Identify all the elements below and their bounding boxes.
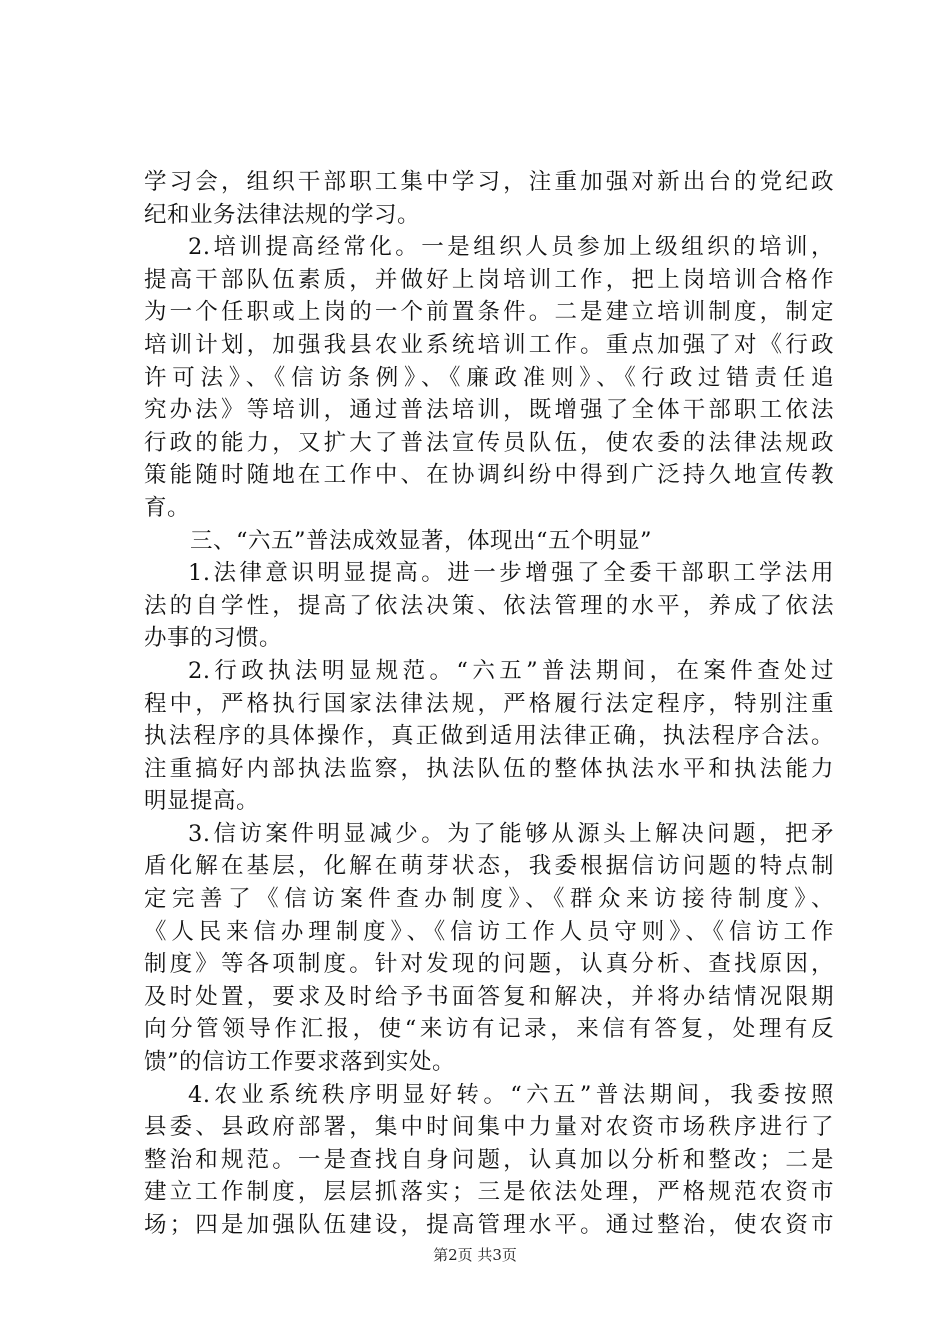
body-line: 整治和规范。一是查找自身问题，认真加以分析和整改；二是 <box>144 1146 834 1173</box>
body-line: 馈”的信访工作要求落到实处。 <box>144 1049 456 1076</box>
section-heading: 三、“六五”普法成效显著，体现出“五个明显” <box>190 527 653 554</box>
body-line: 及时处置，要求及时给予书面答复和解决，并将办结情况限期 <box>144 983 834 1010</box>
body-line: 注重搞好内部执法监察，执法队伍的整体执法水平和执法能力 <box>144 755 834 782</box>
page-footer <box>0 1245 950 1265</box>
body-line: 育。 <box>144 494 191 521</box>
body-line: 培训计划，加强我县农业系统培训工作。重点加强了对《行政 <box>144 331 834 358</box>
body-line: 纪和业务法律法规的学习。 <box>144 201 421 228</box>
body-line: 明显提高。 <box>144 788 260 815</box>
body-line: 许可法》、《信访条例》、《廉政准则》、《行政过错责任追 <box>144 364 834 391</box>
body-line: 定完善了《信访案件查办制度》、《群众来访接待制度》、 <box>144 886 834 913</box>
body-line: 《人民来信办理制度》、《信访工作人员守则》、《信访工作 <box>144 918 834 945</box>
paragraph-first-line: 2.培训提高经常化。一是组织人员参加上级组织的培训， <box>188 234 834 261</box>
paragraph-first-line: 2.行政执法明显规范。“六五”普法期间，在案件查处过 <box>188 657 834 684</box>
body-line: 制度》等各项制度。针对发现的问题，认真分析、查找原因， <box>144 951 834 978</box>
body-line: 盾化解在基层，化解在萌芽状态，我委根据信访问题的特点制 <box>144 853 834 880</box>
body-line: 程中，严格执行国家法律法规，严格履行法定程序，特别注重 <box>144 690 834 717</box>
page-number-label: 第2页 共3页 <box>433 1246 517 1264</box>
body-line: 向分管领导作汇报，使“来访有记录，来信有答复，处理有反 <box>144 1016 834 1043</box>
body-line: 究办法》等培训，通过普法培训，既增强了全体干部职工依法 <box>144 397 834 424</box>
body-line: 建立工作制度，层层抓落实；三是依法处理，严格规范农资市 <box>144 1179 834 1206</box>
body-line: 行政的能力，又扩大了普法宣传员队伍，使农委的法律法规政 <box>144 429 834 456</box>
body-line: 学习会，组织干部职工集中学习，注重加强对新出台的党纪政 <box>144 169 834 195</box>
body-line: 县委、县政府部署，集中时间集中力量对农资市场秩序进行了 <box>144 1114 834 1141</box>
body-line: 执法程序的具体操作，真正做到适用法律正确，执法程序合法。 <box>144 723 834 750</box>
body-line: 法的自学性，提高了依法决策、依法管理的水平，养成了依法 <box>144 592 834 619</box>
body-line: 提高干部队伍素质，并做好上岗培训工作，把上岗培训合格作 <box>144 266 834 293</box>
body-line: 办事的习惯。 <box>144 625 283 652</box>
document-body <box>144 166 834 1242</box>
body-line: 为一个任职或上岗的一个前置条件。二是建立培训制度，制定 <box>144 299 834 326</box>
paragraph-first-line: 4.农业系统秩序明显好转。“六五”普法期间，我委按照 <box>188 1081 834 1108</box>
body-line: 场；四是加强队伍建设，提高管理水平。通过整治，使农资市 <box>144 1212 834 1238</box>
paragraph-first-line: 3.信访案件明显减少。为了能够从源头上解决问题，把矛 <box>188 820 834 847</box>
body-line: 策能随时随地在工作中、在协调纠纷中得到广泛持久地宣传教 <box>144 462 834 489</box>
paragraph-first-line: 1.法律意识明显提高。进一步增强了全委干部职工学法用 <box>188 560 834 587</box>
